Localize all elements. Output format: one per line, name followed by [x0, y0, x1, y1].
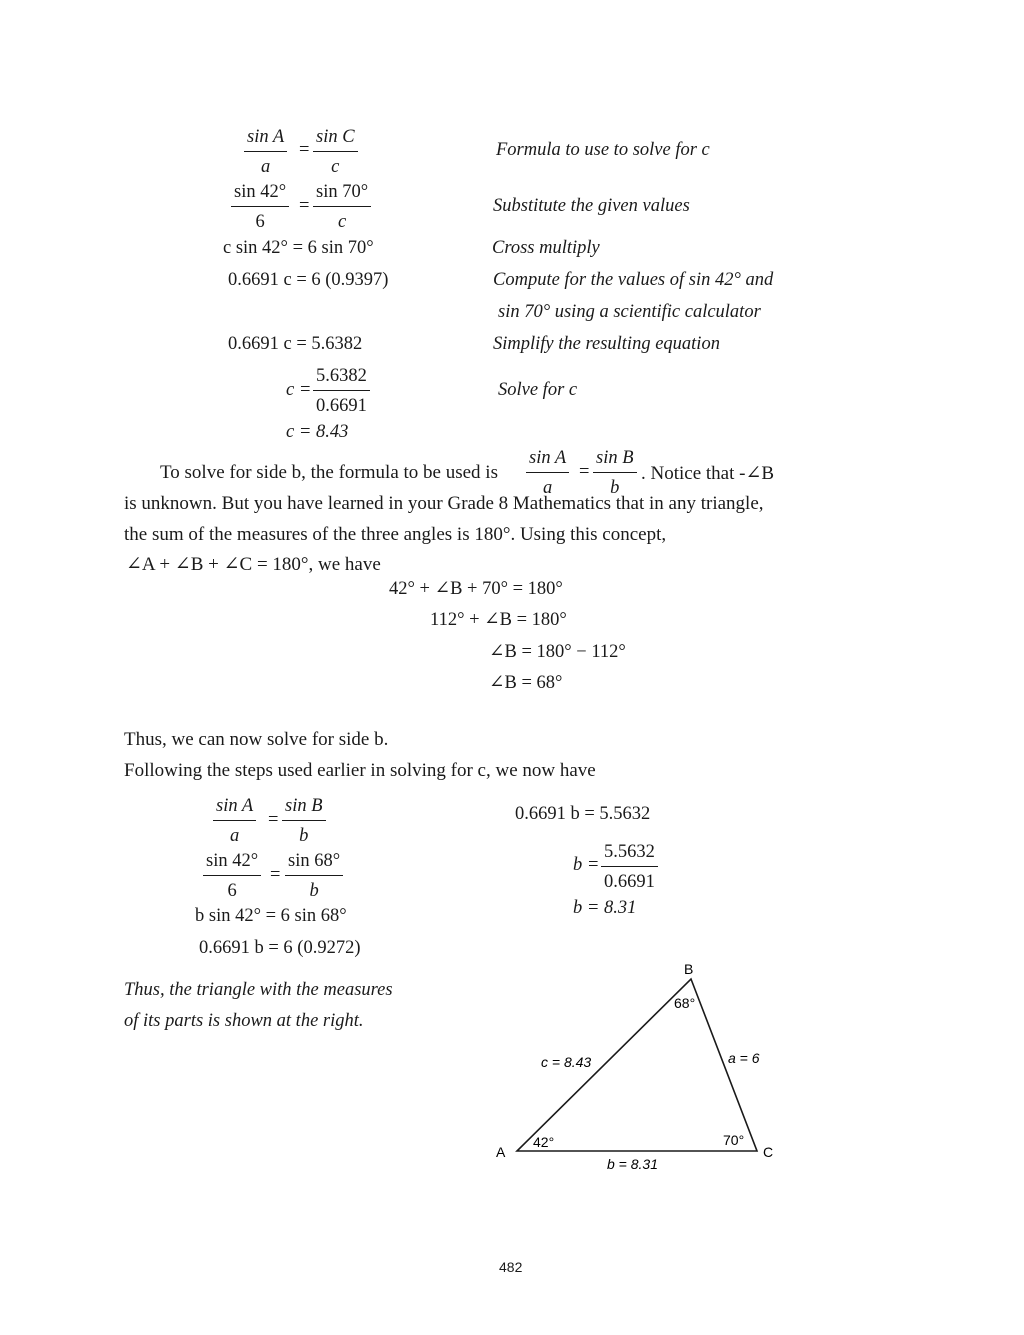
equation-line: 0.6691 c = 6 (0.9397)	[228, 270, 389, 290]
fraction-sinB-over-b: $\frac{\text{sin B}}{b}$	[282, 796, 326, 846]
fraction-sinC-over-c: $\frac{\text{sin C}}{c}$	[313, 127, 358, 177]
step-note: Compute for the values of sin 42° and	[493, 270, 774, 290]
vertex-c-label: C	[763, 1144, 774, 1160]
fraction-sin42-over-6: $\frac{\sin 42^\circ}{6}$	[231, 182, 289, 232]
result-c: c = 8.43	[286, 422, 349, 442]
equation-line: b sin 42° = 6 sin 68°	[195, 906, 347, 926]
equation-line: 0.6691 b = 5.5632	[515, 804, 651, 824]
step-note: Solve for c	[498, 380, 578, 400]
vertex-a-label: A	[496, 1144, 506, 1160]
fraction-sin68-over-b: $\frac{\sin 68^\circ}{b}$	[285, 851, 343, 901]
fraction-sin42-over-6: $\frac{\sin 42^\circ}{6}$	[203, 851, 261, 901]
inline-fraction-sinB-over-b: $\frac{\text{sin B}}{b}$	[593, 448, 637, 498]
fraction-5.5632-over-0.6691: $\frac{5.5632}{0.6691}$	[601, 842, 658, 892]
step-note: Simplify the resulting equation	[493, 334, 720, 354]
step-note: Cross multiply	[492, 238, 600, 258]
angle-step: 112° + ∠B = 180°	[430, 610, 567, 630]
angle-b-label: 68°	[674, 995, 696, 1011]
equation-line: 0.6691 c = 5.6382	[228, 334, 363, 354]
angle-step: 42° + ∠B + 70° = 180°	[389, 579, 563, 599]
side-b-label: b = 8.31	[607, 1156, 658, 1172]
vertex-b-label: B	[684, 961, 694, 977]
angle-a-label: 42°	[533, 1134, 555, 1150]
fraction-5.6382-over-0.6691: $\frac{5.6382}{0.6691}$	[313, 366, 370, 416]
inline-fraction-sinA-over-a: $\frac{\text{sin A}}{a}$	[526, 448, 569, 498]
angle-step: ∠B = 68°	[489, 673, 563, 693]
result-b: b = 8.31	[573, 898, 637, 918]
equation-line: 0.6691 b = 6 (0.9272)	[199, 938, 361, 958]
step-note: Formula to use to solve for c	[496, 140, 710, 160]
page-number: 482	[499, 1259, 523, 1275]
side-a-label: a = 6	[728, 1050, 760, 1066]
step-note: sin 70° using a scientific calculator	[498, 302, 761, 322]
angle-c-label: 70°	[723, 1132, 745, 1148]
angle-step: ∠B = 180° − 112°	[489, 642, 626, 662]
equation-line: c sin 42° = 6 sin 70°	[223, 238, 374, 258]
step-note: Substitute the given values	[493, 196, 690, 216]
side-c-label: c = 8.43	[541, 1054, 592, 1070]
fraction-sinA-over-a: $\frac{\text{sin A}}{a}$	[213, 796, 256, 846]
fraction-sin70-over-c: $\frac{\sin 70^\circ}{c}$	[313, 182, 371, 232]
fraction-sinA-over-a: $\frac{\text{sin A}}{a}$	[244, 127, 287, 177]
